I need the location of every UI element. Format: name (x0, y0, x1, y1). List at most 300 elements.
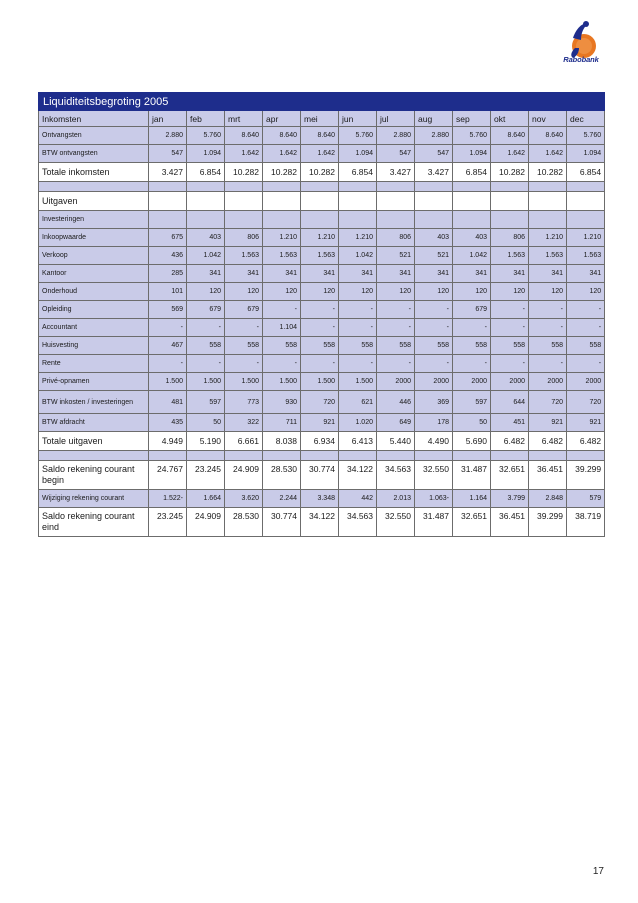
cell-apr: 1.642 (263, 145, 301, 163)
change-row (39, 490, 605, 508)
cell-dec: 1.094 (567, 145, 605, 163)
cell-nov: 1.210 (529, 229, 567, 247)
spacer-cell (377, 182, 415, 192)
cell-feb: 24.909 (187, 508, 225, 537)
cell-jul: - (377, 301, 415, 319)
cell-sep: 50 (453, 414, 491, 432)
cell-feb: 1.042 (187, 247, 225, 265)
cell-feb: 679 (187, 301, 225, 319)
spacer-cell (187, 182, 225, 192)
cell-feb: 50 (187, 414, 225, 432)
empty-cell (529, 192, 567, 211)
cell-sep: 120 (453, 283, 491, 301)
total-expenses-row (39, 432, 605, 451)
cell-nov: 8.640 (529, 127, 567, 145)
cell-aug: 558 (415, 337, 453, 355)
row-label: Inkoopwaarde (39, 229, 149, 247)
empty-cell (415, 211, 453, 229)
header-label: Inkomsten (39, 111, 149, 127)
row-label: Ontvangsten (39, 127, 149, 145)
cell-dec: - (567, 355, 605, 373)
empty-cell (377, 211, 415, 229)
cell-nov: 36.451 (529, 461, 567, 490)
cell-nov: - (529, 319, 567, 337)
cell-jan: 569 (149, 301, 187, 319)
cell-apr: 1.210 (263, 229, 301, 247)
cell-mei: 10.282 (301, 163, 339, 182)
spacer-cell (339, 451, 377, 461)
spacer-cell (529, 182, 567, 192)
cell-dec: - (567, 301, 605, 319)
cell-mei: 3.348 (301, 490, 339, 508)
cell-okt: 3.799 (491, 490, 529, 508)
cell-apr: 1.563 (263, 247, 301, 265)
row-label: Wijziging rekening courant (39, 490, 149, 508)
cell-nov: 921 (529, 414, 567, 432)
cell-jan: 23.245 (149, 508, 187, 537)
cell-dec: 921 (567, 414, 605, 432)
investments-row-label: Investeringen (39, 211, 149, 229)
expense-row (39, 247, 605, 265)
empty-cell (263, 211, 301, 229)
row-label: BTW ontvangsten (39, 145, 149, 163)
cell-apr: 1.104 (263, 319, 301, 337)
row-label: Onderhoud (39, 283, 149, 301)
cell-sep: - (453, 355, 491, 373)
cell-mrt: 1.642 (225, 145, 263, 163)
cell-dec: 39.299 (567, 461, 605, 490)
cell-okt: 1.642 (491, 145, 529, 163)
cell-okt: - (491, 301, 529, 319)
cell-okt: - (491, 355, 529, 373)
expense-row (39, 229, 605, 247)
cell-apr: 8.038 (263, 432, 301, 451)
cell-nov: - (529, 355, 567, 373)
cell-jul: - (377, 355, 415, 373)
cell-feb: 5.760 (187, 127, 225, 145)
cell-mrt: - (225, 319, 263, 337)
empty-cell (149, 211, 187, 229)
cell-nov: 2000 (529, 373, 567, 391)
cell-aug: - (415, 319, 453, 337)
cell-dec: 720 (567, 391, 605, 414)
cell-feb: 23.245 (187, 461, 225, 490)
expense-row (39, 301, 605, 319)
empty-cell (225, 192, 263, 211)
cell-jun: 1.094 (339, 145, 377, 163)
cell-dec: 6.482 (567, 432, 605, 451)
cell-jun: 558 (339, 337, 377, 355)
cell-mei: 1.210 (301, 229, 339, 247)
cell-apr: 930 (263, 391, 301, 414)
cell-feb: 341 (187, 265, 225, 283)
spacer-cell (225, 451, 263, 461)
cell-feb: 1.094 (187, 145, 225, 163)
cell-jul: 2.880 (377, 127, 415, 145)
cell-jan: - (149, 355, 187, 373)
cell-jan: 24.767 (149, 461, 187, 490)
cell-jul: 806 (377, 229, 415, 247)
cell-jun: 442 (339, 490, 377, 508)
saldo-end-row (39, 508, 605, 537)
cell-dec: 120 (567, 283, 605, 301)
cell-mrt: 24.909 (225, 461, 263, 490)
cell-okt: 1.563 (491, 247, 529, 265)
empty-cell (149, 192, 187, 211)
cell-apr: 1.500 (263, 373, 301, 391)
spacer-cell (263, 182, 301, 192)
cell-jun: - (339, 319, 377, 337)
cell-sep: 403 (453, 229, 491, 247)
cell-jul: 446 (377, 391, 415, 414)
cell-mrt: 8.640 (225, 127, 263, 145)
cell-jun: 34.563 (339, 508, 377, 537)
cell-nov: 1.642 (529, 145, 567, 163)
cell-jan: 101 (149, 283, 187, 301)
cell-apr: 120 (263, 283, 301, 301)
row-label: Privé-opnamen (39, 373, 149, 391)
cell-sep: 32.651 (453, 508, 491, 537)
cell-jan: 481 (149, 391, 187, 414)
cell-apr: - (263, 301, 301, 319)
cell-jul: 341 (377, 265, 415, 283)
rabobank-wordmark: Rabobank (563, 55, 599, 64)
cell-mrt: 558 (225, 337, 263, 355)
cell-mei: 34.122 (301, 508, 339, 537)
cell-aug: 3.427 (415, 163, 453, 182)
investments-row (39, 211, 605, 229)
cell-mrt: 679 (225, 301, 263, 319)
cell-jan: 1.522- (149, 490, 187, 508)
cell-dec: - (567, 319, 605, 337)
empty-cell (529, 211, 567, 229)
month-header-okt: okt (491, 111, 529, 127)
cell-jul: 2.013 (377, 490, 415, 508)
spacer-cell (491, 451, 529, 461)
cell-mrt: 322 (225, 414, 263, 432)
expense-row (39, 319, 605, 337)
cell-okt: 2000 (491, 373, 529, 391)
cell-dec: 2000 (567, 373, 605, 391)
spacer-cell (567, 182, 605, 192)
cell-mei: 30.774 (301, 461, 339, 490)
spacer-cell (39, 451, 149, 461)
cell-nov: 558 (529, 337, 567, 355)
row-label: Kantoor (39, 265, 149, 283)
cell-nov: 341 (529, 265, 567, 283)
empty-cell (187, 211, 225, 229)
month-header-jan: jan (149, 111, 187, 127)
spacer-cell (149, 182, 187, 192)
cell-feb: 1.664 (187, 490, 225, 508)
cell-nov: 6.482 (529, 432, 567, 451)
rabobank-logo (551, 18, 611, 74)
cell-feb: - (187, 355, 225, 373)
cell-mrt: 3.620 (225, 490, 263, 508)
cell-apr: 8.640 (263, 127, 301, 145)
cell-apr: 711 (263, 414, 301, 432)
cell-mrt: 806 (225, 229, 263, 247)
cell-mei: 341 (301, 265, 339, 283)
income-row (39, 145, 605, 163)
cell-feb: 403 (187, 229, 225, 247)
cell-jun: 621 (339, 391, 377, 414)
cell-apr: 10.282 (263, 163, 301, 182)
cell-aug: 1.063- (415, 490, 453, 508)
month-header-mei: mei (301, 111, 339, 127)
spacer-cell (453, 182, 491, 192)
spacer-cell (301, 182, 339, 192)
cell-nov: 10.282 (529, 163, 567, 182)
cell-jan: 2.880 (149, 127, 187, 145)
cell-okt: 32.651 (491, 461, 529, 490)
cell-aug: 2.880 (415, 127, 453, 145)
month-header-jun: jun (339, 111, 377, 127)
cell-okt: 6.482 (491, 432, 529, 451)
empty-cell (301, 192, 339, 211)
cell-jun: 341 (339, 265, 377, 283)
cell-jun: 6.854 (339, 163, 377, 182)
cell-apr: - (263, 355, 301, 373)
row-label: Verkoop (39, 247, 149, 265)
row-label: Saldo rekening courant eind (39, 508, 149, 537)
cell-mei: 1.563 (301, 247, 339, 265)
spacer-row (39, 182, 605, 192)
empty-cell (339, 211, 377, 229)
cell-mei: 1.642 (301, 145, 339, 163)
cell-jan: 285 (149, 265, 187, 283)
month-header-sep: sep (453, 111, 491, 127)
cell-aug: 2000 (415, 373, 453, 391)
cell-aug: 31.487 (415, 508, 453, 537)
spacer-cell (187, 451, 225, 461)
cell-jan: 3.427 (149, 163, 187, 182)
saldo-begin-row (39, 461, 605, 490)
row-label: Totale uitgaven (39, 432, 149, 451)
empty-cell (225, 211, 263, 229)
cell-sep: - (453, 319, 491, 337)
cell-mei: - (301, 319, 339, 337)
cell-apr: 341 (263, 265, 301, 283)
expense-row (39, 391, 605, 414)
cell-mrt: 773 (225, 391, 263, 414)
month-header-nov: nov (529, 111, 567, 127)
cell-mrt: 1.563 (225, 247, 263, 265)
cell-jun: 34.122 (339, 461, 377, 490)
cell-okt: 806 (491, 229, 529, 247)
cell-dec: 38.719 (567, 508, 605, 537)
cell-mei: 120 (301, 283, 339, 301)
cell-sep: 1.094 (453, 145, 491, 163)
empty-cell (491, 211, 529, 229)
cell-mei: 6.934 (301, 432, 339, 451)
cell-jun: 1.210 (339, 229, 377, 247)
cell-aug: 120 (415, 283, 453, 301)
cell-jun: - (339, 301, 377, 319)
cell-mrt: 10.282 (225, 163, 263, 182)
cell-jul: 558 (377, 337, 415, 355)
spacer-cell (225, 182, 263, 192)
expenses-header (39, 192, 605, 211)
cell-jun: - (339, 355, 377, 373)
page-number: 17 (592, 866, 604, 877)
cell-jan: 467 (149, 337, 187, 355)
cell-aug: 403 (415, 229, 453, 247)
cell-jan: 436 (149, 247, 187, 265)
spacer-cell (567, 451, 605, 461)
month-header-jul: jul (377, 111, 415, 127)
cell-feb: - (187, 319, 225, 337)
cell-aug: 369 (415, 391, 453, 414)
cell-jul: 5.440 (377, 432, 415, 451)
cell-aug: 341 (415, 265, 453, 283)
spacer-cell (339, 182, 377, 192)
cell-nov: - (529, 301, 567, 319)
cell-nov: 120 (529, 283, 567, 301)
expense-row (39, 265, 605, 283)
row-label: BTW afdracht (39, 414, 149, 432)
cell-apr: 558 (263, 337, 301, 355)
cell-jul: 649 (377, 414, 415, 432)
month-header-apr: apr (263, 111, 301, 127)
empty-cell (415, 192, 453, 211)
cell-feb: 5.190 (187, 432, 225, 451)
spacer-cell (415, 182, 453, 192)
expenses-header-label: Uitgaven (39, 192, 149, 211)
spacer-cell (453, 451, 491, 461)
empty-cell (301, 211, 339, 229)
cell-mei: 558 (301, 337, 339, 355)
cell-jun: 1.020 (339, 414, 377, 432)
cell-feb: 6.854 (187, 163, 225, 182)
cell-jan: 547 (149, 145, 187, 163)
empty-cell (453, 192, 491, 211)
cell-jan: 1.500 (149, 373, 187, 391)
cell-mrt: 6.661 (225, 432, 263, 451)
empty-cell (187, 192, 225, 211)
cell-sep: 341 (453, 265, 491, 283)
cell-nov: 39.299 (529, 508, 567, 537)
month-header-feb: feb (187, 111, 225, 127)
cell-jun: 1.500 (339, 373, 377, 391)
spacer-cell (491, 182, 529, 192)
cell-feb: 1.500 (187, 373, 225, 391)
cell-mrt: 120 (225, 283, 263, 301)
cell-feb: 597 (187, 391, 225, 414)
cell-sep: 2000 (453, 373, 491, 391)
cell-jun: 120 (339, 283, 377, 301)
cell-mei: - (301, 301, 339, 319)
expense-row (39, 373, 605, 391)
cell-jul: 547 (377, 145, 415, 163)
table-title: Liquiditeitsbegroting 2005 (39, 93, 605, 111)
cell-aug: - (415, 301, 453, 319)
cell-jan: 4.949 (149, 432, 187, 451)
spacer-cell (415, 451, 453, 461)
cell-dec: 1.210 (567, 229, 605, 247)
liquidity-budget-table (38, 92, 604, 537)
empty-cell (339, 192, 377, 211)
cell-apr: 28.530 (263, 461, 301, 490)
cell-apr: 2.244 (263, 490, 301, 508)
cell-mei: 8.640 (301, 127, 339, 145)
cell-jul: 3.427 (377, 163, 415, 182)
cell-aug: 32.550 (415, 461, 453, 490)
cell-mei: - (301, 355, 339, 373)
cell-mrt: 1.500 (225, 373, 263, 391)
cell-sep: 558 (453, 337, 491, 355)
cell-feb: 558 (187, 337, 225, 355)
cell-jun: 5.760 (339, 127, 377, 145)
cell-jul: - (377, 319, 415, 337)
row-label: Totale inkomsten (39, 163, 149, 182)
cell-mrt: 341 (225, 265, 263, 283)
table-title-row (39, 93, 605, 111)
cell-nov: 1.563 (529, 247, 567, 265)
cell-sep: 5.690 (453, 432, 491, 451)
cell-jan: - (149, 319, 187, 337)
spacer-cell (301, 451, 339, 461)
row-label: Accountant (39, 319, 149, 337)
cell-aug: - (415, 355, 453, 373)
cell-jul: 32.550 (377, 508, 415, 537)
cell-jul: 34.563 (377, 461, 415, 490)
cell-aug: 178 (415, 414, 453, 432)
row-label: BTW inkosten / investeringen (39, 391, 149, 414)
cell-feb: 120 (187, 283, 225, 301)
empty-cell (567, 211, 605, 229)
cell-sep: 1.042 (453, 247, 491, 265)
cell-aug: 521 (415, 247, 453, 265)
empty-cell (263, 192, 301, 211)
cell-dec: 5.760 (567, 127, 605, 145)
total-income-row (39, 163, 605, 182)
cell-okt: 8.640 (491, 127, 529, 145)
cell-okt: 558 (491, 337, 529, 355)
cell-nov: 720 (529, 391, 567, 414)
empty-cell (453, 211, 491, 229)
cell-okt: 10.282 (491, 163, 529, 182)
cell-jun: 6.413 (339, 432, 377, 451)
empty-cell (491, 192, 529, 211)
income-row (39, 127, 605, 145)
cell-okt: 120 (491, 283, 529, 301)
cell-aug: 4.490 (415, 432, 453, 451)
spacer-cell (377, 451, 415, 461)
cell-dec: 341 (567, 265, 605, 283)
spacer-cell (39, 182, 149, 192)
cell-jan: 435 (149, 414, 187, 432)
cell-jul: 2000 (377, 373, 415, 391)
cell-dec: 1.563 (567, 247, 605, 265)
cell-okt: 341 (491, 265, 529, 283)
cell-dec: 558 (567, 337, 605, 355)
table-header-row (39, 111, 605, 127)
expense-row (39, 337, 605, 355)
cell-jan: 675 (149, 229, 187, 247)
expense-row (39, 283, 605, 301)
spacer-row (39, 451, 605, 461)
cell-aug: 547 (415, 145, 453, 163)
cell-mrt: - (225, 355, 263, 373)
cell-dec: 6.854 (567, 163, 605, 182)
cell-mei: 1.500 (301, 373, 339, 391)
cell-mrt: 28.530 (225, 508, 263, 537)
spacer-cell (529, 451, 567, 461)
cell-okt: - (491, 319, 529, 337)
month-header-dec: dec (567, 111, 605, 127)
month-header-mrt: mrt (225, 111, 263, 127)
